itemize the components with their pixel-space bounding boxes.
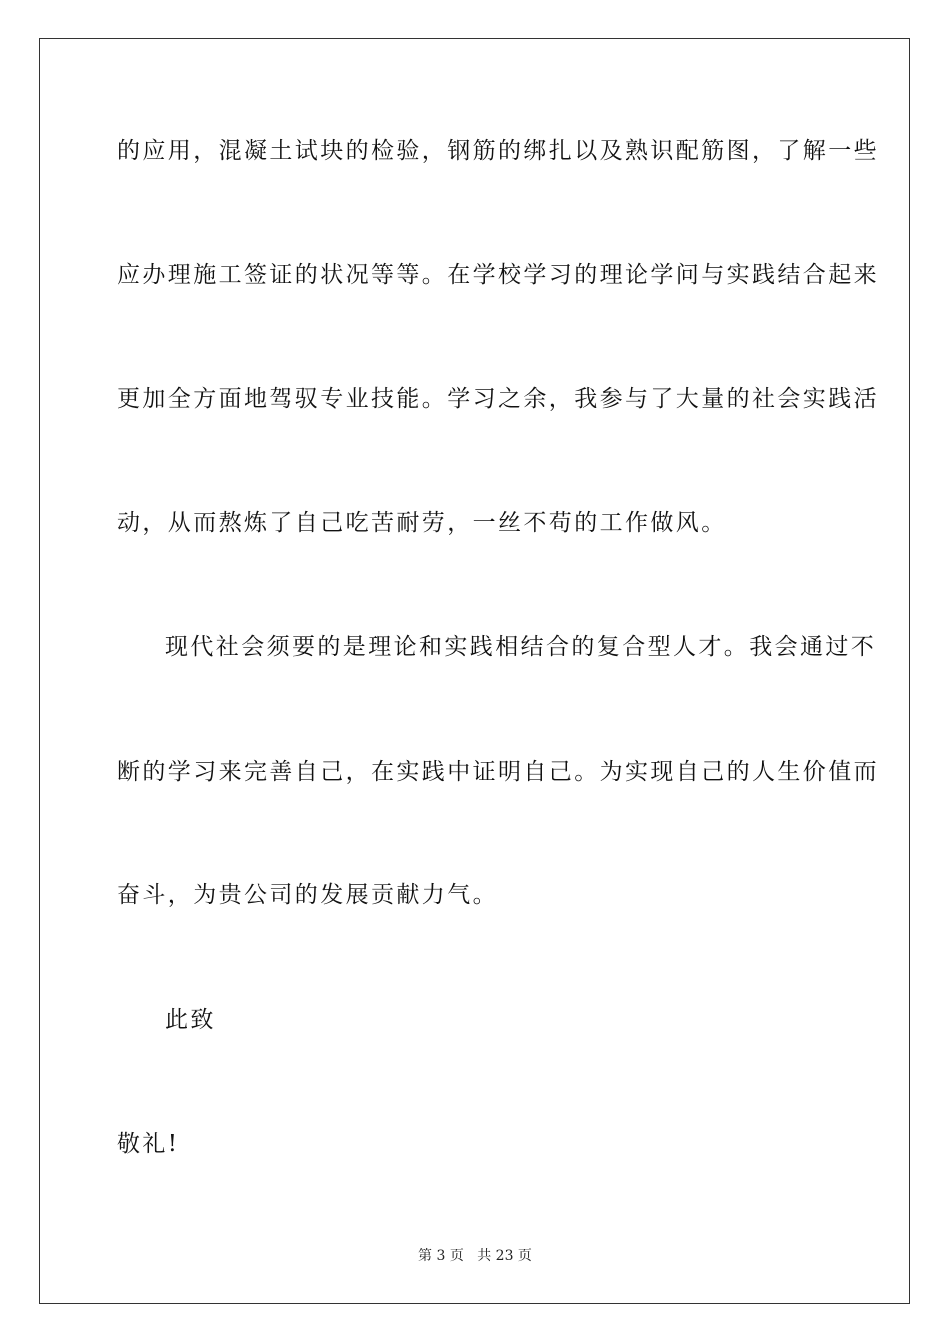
paragraph-line: 的应用，混凝土试块的检验，钢筋的绑扎以及熟识配筋图，了解一些 xyxy=(117,138,879,164)
closing-salutation: 此致 xyxy=(165,1007,216,1033)
paragraph-line: 更加全方面地驾驭专业技能。学习之余，我参与了大量的社会实践活 xyxy=(117,386,879,412)
paragraph-line: 奋斗，为贵公司的发展贡献力气。 xyxy=(117,882,498,908)
page-number: 第 3 页 xyxy=(418,1248,464,1264)
paragraph-line: 现代社会须要的是理论和实践相结合的复合型人才。我会通过不 xyxy=(165,634,877,660)
page-footer xyxy=(0,1247,950,1265)
page-total: 共 23 页 xyxy=(477,1248,532,1264)
paragraph-line: 动，从而熬炼了自己吃苦耐劳，一丝不苟的工作做风。 xyxy=(117,510,727,536)
closing-regards: 敬礼! xyxy=(117,1131,180,1157)
paragraph-line: 断的学习来完善自己，在实践中证明自己。为实现自己的人生价值而 xyxy=(117,759,879,785)
page-border xyxy=(39,38,910,1304)
paragraph-line: 应办理施工签证的状况等等。在学校学习的理论学问与实践结合起来 xyxy=(117,262,879,288)
